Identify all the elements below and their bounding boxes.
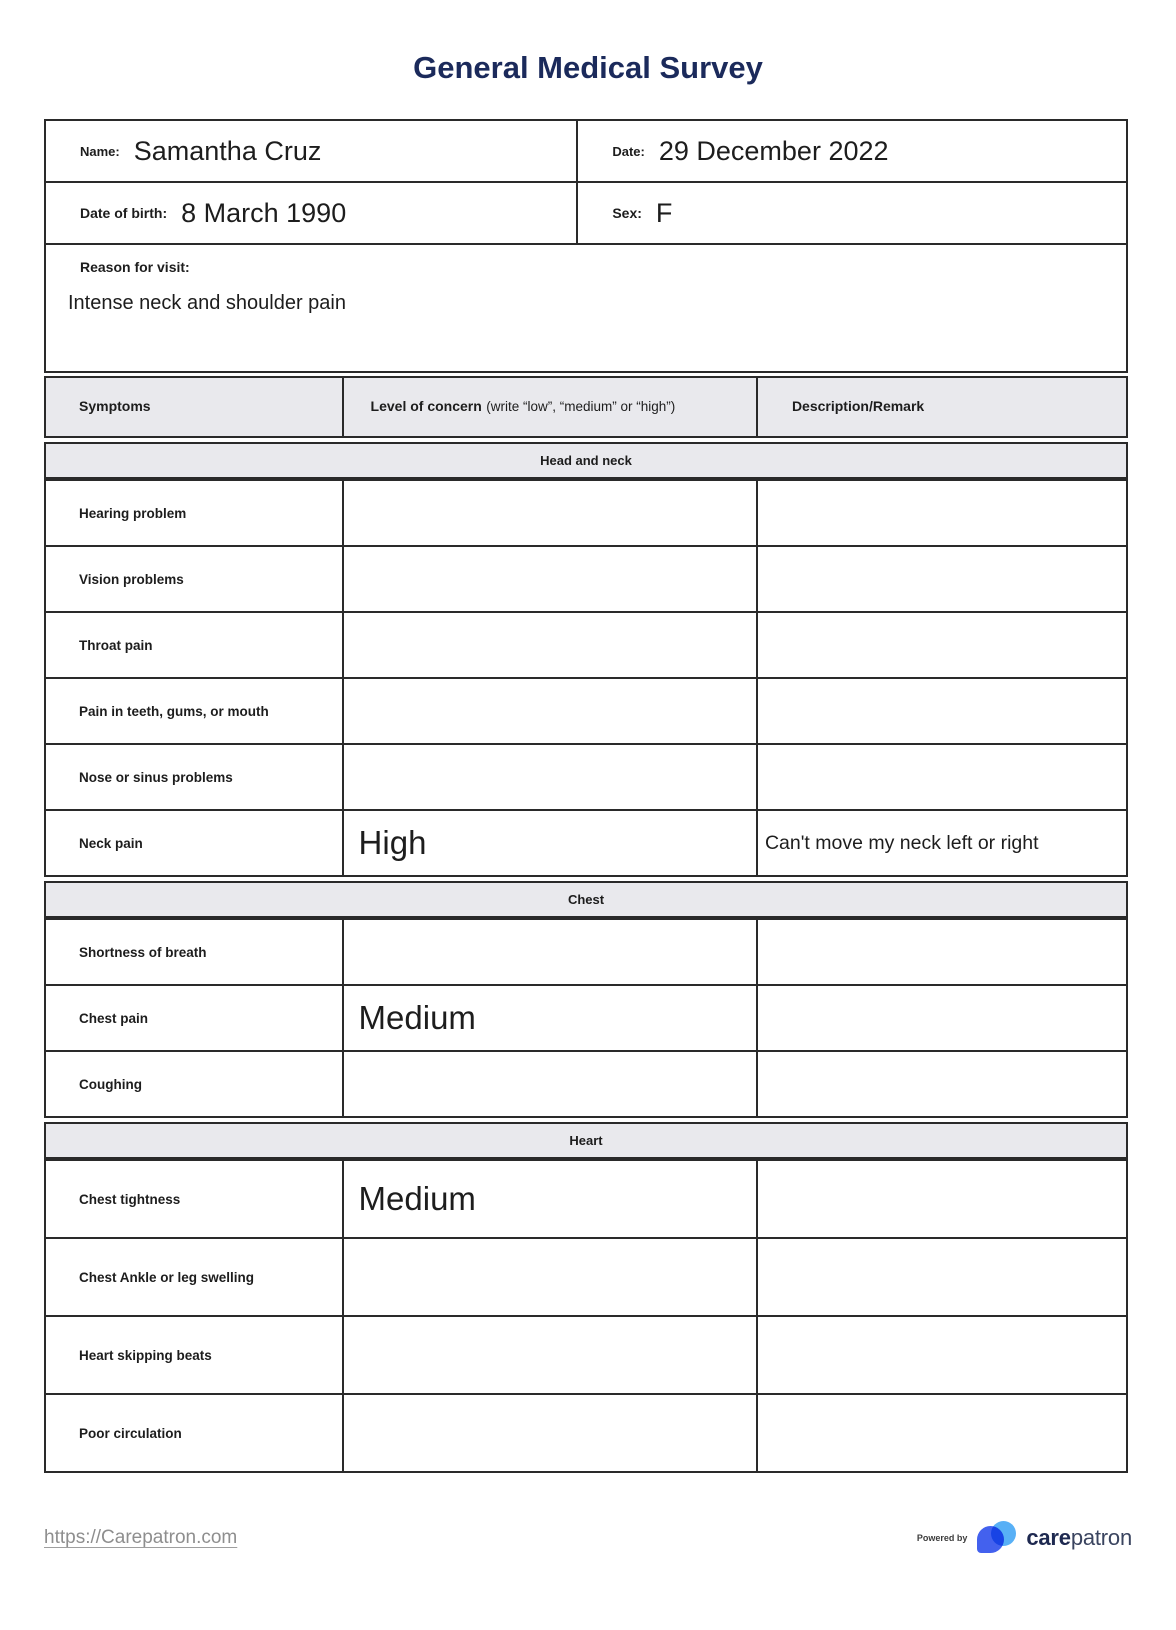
reason-cell bbox=[45, 244, 1127, 372]
level-of-concern-value bbox=[343, 1394, 757, 1472]
symptoms-header-label: Symptoms bbox=[79, 398, 151, 414]
level-of-concern-value bbox=[343, 1238, 757, 1316]
table-row bbox=[45, 120, 1127, 182]
remark-value bbox=[757, 985, 1127, 1051]
remark-value bbox=[757, 919, 1127, 985]
table-row bbox=[45, 612, 1127, 678]
name-label: Name: bbox=[80, 143, 120, 159]
table-row bbox=[45, 810, 1127, 876]
symptom-label: Vision problems bbox=[45, 546, 343, 612]
remark-value bbox=[757, 1316, 1127, 1394]
carepatron-brand bbox=[917, 1521, 1132, 1554]
remark-value bbox=[757, 1394, 1127, 1472]
symptom-label: Chest pain bbox=[45, 985, 343, 1051]
symptom-label: Chest Ankle or leg swelling bbox=[45, 1238, 343, 1316]
patient-info-table bbox=[44, 119, 1128, 373]
concern-header-label: Level of concern bbox=[370, 398, 482, 414]
remark-value bbox=[757, 1238, 1127, 1316]
level-of-concern-value bbox=[343, 678, 757, 744]
level-of-concern-value bbox=[343, 480, 757, 546]
table-row bbox=[45, 1160, 1127, 1238]
table-row bbox=[45, 1394, 1127, 1472]
description-column-header bbox=[757, 377, 1127, 437]
level-of-concern-value: Medium bbox=[343, 1160, 757, 1238]
date-value: 29 December 2022 bbox=[658, 135, 889, 166]
date-label: Date: bbox=[612, 143, 645, 159]
table-row bbox=[45, 985, 1127, 1051]
table-row bbox=[45, 1238, 1127, 1316]
level-of-concern-value bbox=[343, 744, 757, 810]
date-cell bbox=[577, 120, 1127, 182]
symptom-label: Pain in teeth, gums, or mouth bbox=[45, 678, 343, 744]
remark-value bbox=[757, 1051, 1127, 1117]
table-row bbox=[45, 182, 1127, 244]
dob-label: Date of birth: bbox=[80, 205, 168, 221]
section-header-chest: Chest bbox=[44, 881, 1128, 918]
level-of-concern-value: Medium bbox=[343, 985, 757, 1051]
level-of-concern-value bbox=[343, 546, 757, 612]
remark-value bbox=[757, 744, 1127, 810]
level-of-concern-value bbox=[343, 1051, 757, 1117]
remark-value bbox=[757, 612, 1127, 678]
symptom-label: Chest tightness bbox=[45, 1160, 343, 1238]
table-row bbox=[45, 678, 1127, 744]
symptom-label: Neck pain bbox=[45, 810, 343, 876]
page-footer bbox=[44, 1521, 1132, 1554]
chest-rows bbox=[44, 918, 1128, 1118]
table-row bbox=[45, 480, 1127, 546]
table-row bbox=[45, 919, 1127, 985]
remark-value bbox=[757, 546, 1127, 612]
table-row bbox=[45, 744, 1127, 810]
symptom-label: Hearing problem bbox=[45, 480, 343, 546]
remark-value bbox=[757, 1160, 1127, 1238]
symptoms-column-header bbox=[45, 377, 343, 437]
symptom-label: Shortness of breath bbox=[45, 919, 343, 985]
remark-value bbox=[757, 480, 1127, 546]
carepatron-logo-icon bbox=[977, 1521, 1016, 1554]
symptom-label: Heart skipping beats bbox=[45, 1316, 343, 1394]
wordmark-care: care bbox=[1026, 1524, 1071, 1550]
remark-value: Can't move my neck left or right bbox=[757, 810, 1127, 876]
heart-rows bbox=[44, 1159, 1128, 1473]
name-value: Samantha Cruz bbox=[133, 135, 322, 166]
level-of-concern-value bbox=[343, 612, 757, 678]
dob-value: 8 March 1990 bbox=[181, 197, 347, 228]
section-header-head-and-neck: Head and neck bbox=[44, 442, 1128, 479]
table-row bbox=[45, 546, 1127, 612]
level-of-concern-value bbox=[343, 919, 757, 985]
level-of-concern-value bbox=[343, 1316, 757, 1394]
table-row bbox=[45, 1051, 1127, 1117]
level-of-concern-column-header bbox=[343, 377, 757, 437]
table-header-row bbox=[45, 377, 1127, 437]
sex-label: Sex: bbox=[612, 205, 642, 221]
symptom-label: Nose or sinus problems bbox=[45, 744, 343, 810]
symptom-label: Coughing bbox=[45, 1051, 343, 1117]
table-row bbox=[45, 244, 1127, 372]
description-header-label: Description/Remark bbox=[791, 398, 925, 414]
page-title: General Medical Survey bbox=[413, 50, 763, 85]
name-cell bbox=[45, 120, 577, 182]
wordmark-patron: patron bbox=[1070, 1524, 1132, 1550]
table-row bbox=[45, 1316, 1127, 1394]
powered-by-label: Powered by bbox=[916, 1532, 968, 1543]
symptom-label: Throat pain bbox=[45, 612, 343, 678]
document-body bbox=[44, 119, 1128, 1473]
dob-cell bbox=[45, 182, 577, 244]
symptom-label: Poor circulation bbox=[45, 1394, 343, 1472]
symptoms-table-header bbox=[44, 376, 1128, 438]
level-of-concern-value: High bbox=[343, 810, 757, 876]
sex-value: F bbox=[655, 197, 673, 228]
carepatron-wordmark bbox=[1026, 1525, 1132, 1551]
logo-bubble-light bbox=[991, 1521, 1016, 1546]
reason-for-visit-value: Intense neck and shoulder pain bbox=[68, 292, 346, 314]
remark-value bbox=[757, 678, 1127, 744]
section-header-heart: Heart bbox=[44, 1122, 1128, 1159]
head-and-neck-rows bbox=[44, 479, 1128, 877]
reason-for-visit-label: Reason for visit: bbox=[80, 259, 190, 275]
concern-header-note: (write “low”, “medium” or “high”) bbox=[486, 399, 676, 414]
sex-cell bbox=[577, 182, 1127, 244]
carepatron-link[interactable]: https://Carepatron.com bbox=[44, 1526, 238, 1548]
